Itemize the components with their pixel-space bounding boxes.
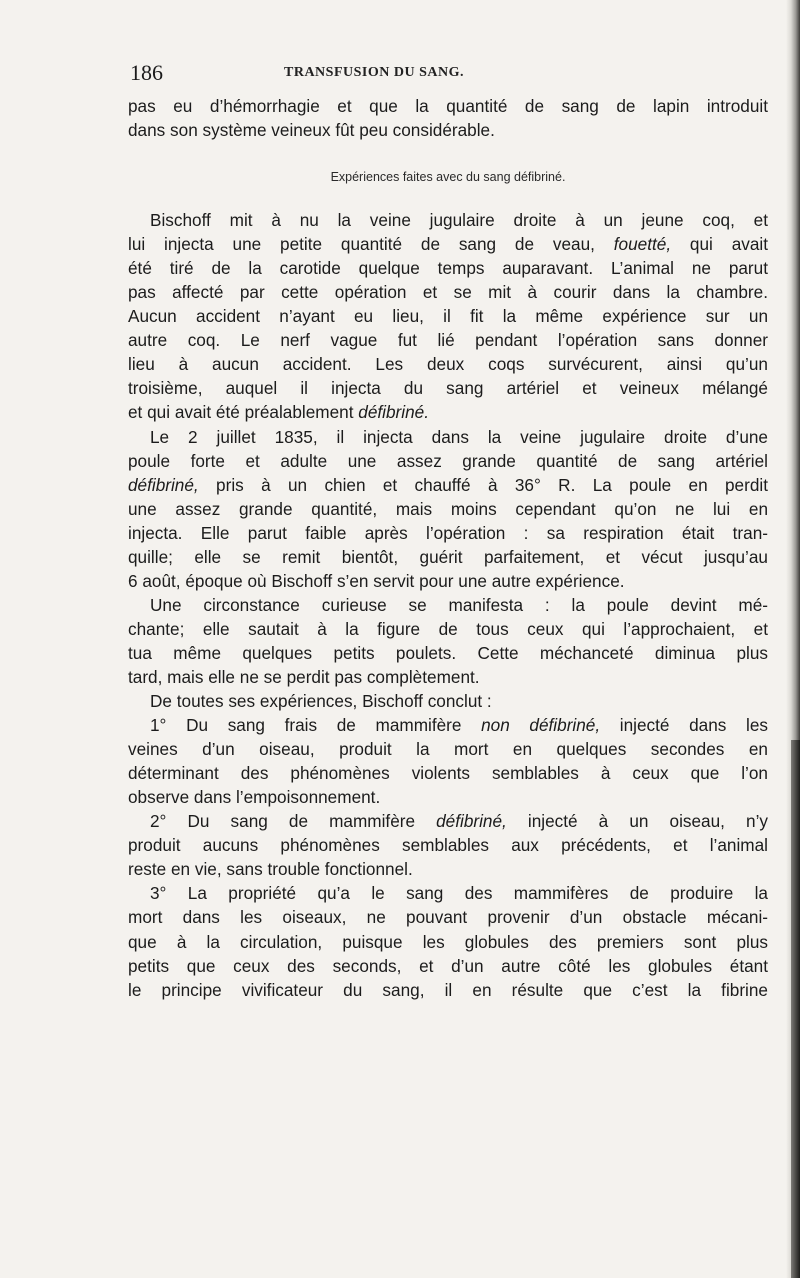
page-number: 186 — [130, 60, 163, 85]
text-span: qui avait — [671, 234, 769, 255]
text-line: reste en vie, sans trouble fonctionnel. — [128, 859, 413, 880]
text-span: lui injecta une petite quantité de sang de veau, — [128, 234, 614, 255]
text-span: 1° Du sang frais de mammifère — [150, 715, 482, 736]
text-line: 6 août, époque où Bischoff s’en servit pour une autre expérience. — [128, 570, 625, 591]
text-line: chante; elle sautait à la figure de tous ceux qui l’approchaient, et — [128, 618, 768, 639]
text-line: été tiré de la carotide quelque temps auparavant. L’animal ne parut — [128, 258, 768, 279]
body-text — [128, 94, 768, 1002]
text-line: produit aucuns phénomènes semblables aux précédents, et l’animal — [128, 835, 768, 856]
italic-term: défibriné, — [436, 811, 507, 832]
text-line: petits que ceux des seconds, et d’un autre côté les globules étant — [128, 955, 768, 976]
text-line: Le 2 juillet 1835, il injecta dans la veine jugulaire droite d’une — [150, 426, 768, 447]
text-span: injecté à un oiseau, n’y — [506, 811, 768, 832]
page-edge-dark — [791, 740, 800, 1278]
text-line — [128, 473, 768, 497]
text-line: une assez grande quantité, mais moins cependant qu’on ne lui en — [128, 498, 768, 519]
section-subheading: Expériences faites avec du sang défibriné. — [330, 170, 566, 185]
text-line: quille; elle se remit bientôt, guérit parfaitement, et vécut jusqu’au — [128, 546, 768, 567]
page-header — [130, 60, 770, 90]
text-span: et qui avait été préalablement — [128, 402, 359, 423]
text-line: autre coq. Le nerf vague fut lié pendant l’opération sans donner — [128, 330, 768, 351]
text-line: mort dans les oiseaux, ne pouvant provenir d’un obstacle mécani- — [128, 907, 768, 928]
text-line: pas eu d’hémorrhagie et que la quantité de sang de lapin introduit — [128, 96, 768, 116]
text-line — [128, 400, 768, 424]
text-line: Aucun accident n’ayant eu lieu, il fit la même expérience sur un — [128, 306, 768, 327]
italic-term: fouetté, — [613, 234, 672, 255]
text-line: dans son système veineux fût peu considérable. — [128, 120, 495, 141]
text-line: déterminant des phénomènes violents semblables à ceux que l’on — [128, 763, 768, 784]
text-span: pris à un chien et chauffé à 36° R. La poule en perdit — [198, 474, 768, 495]
text-line: tua même quelques petits poulets. Cette méchanceté diminua plus — [128, 642, 768, 663]
text-line: Bischoff mit à nu la veine jugulaire droite à un jeune coq, et — [150, 210, 768, 231]
text-line — [128, 232, 768, 256]
text-line: poule forte et adulte une assez grande quantité de sang artériel — [128, 450, 768, 471]
text-line: le principe vivificateur du sang, il en résulte que c’est la fibrine — [128, 979, 768, 1000]
text-span: injecté dans les — [600, 715, 768, 736]
text-line: que à la circulation, puisque les globules des premiers sont plus — [128, 931, 768, 952]
text-line: De toutes ses expériences, Bischoff conclut : — [150, 691, 492, 712]
italic-term: défibriné, — [128, 474, 199, 495]
text-line: troisième, auquel il injecta du sang artériel et veineux mélangé — [128, 378, 768, 399]
text-line: 3° La propriété qu’a le sang des mammifères de produire la — [150, 883, 768, 904]
text-line: tard, mais elle ne se perdit pas complètement. — [128, 666, 480, 687]
italic-term: défibriné. — [358, 402, 429, 423]
italic-term: non défibriné, — [481, 715, 601, 736]
text-line: injecta. Elle parut faible après l’opération : sa respiration était tran- — [128, 522, 768, 543]
text-line: observe dans l’empoisonnement. — [128, 787, 381, 808]
text-line: pas affecté par cette opération et se mit à courir dans la chambre. — [128, 282, 768, 303]
text-line: lieu à aucun accident. Les deux coqs survécurent, ainsi qu’un — [128, 354, 768, 375]
text-line — [128, 809, 768, 833]
text-span: 2° Du sang de mammifère — [150, 811, 437, 832]
text-line: veines d’un oiseau, produit la mort en quelques secondes en — [128, 739, 768, 760]
text-line: Une circonstance curieuse se manifesta : la poule devint mé- — [150, 594, 768, 615]
running-head: TRANSFUSION DU SANG. — [284, 65, 464, 80]
text-line — [128, 713, 768, 737]
